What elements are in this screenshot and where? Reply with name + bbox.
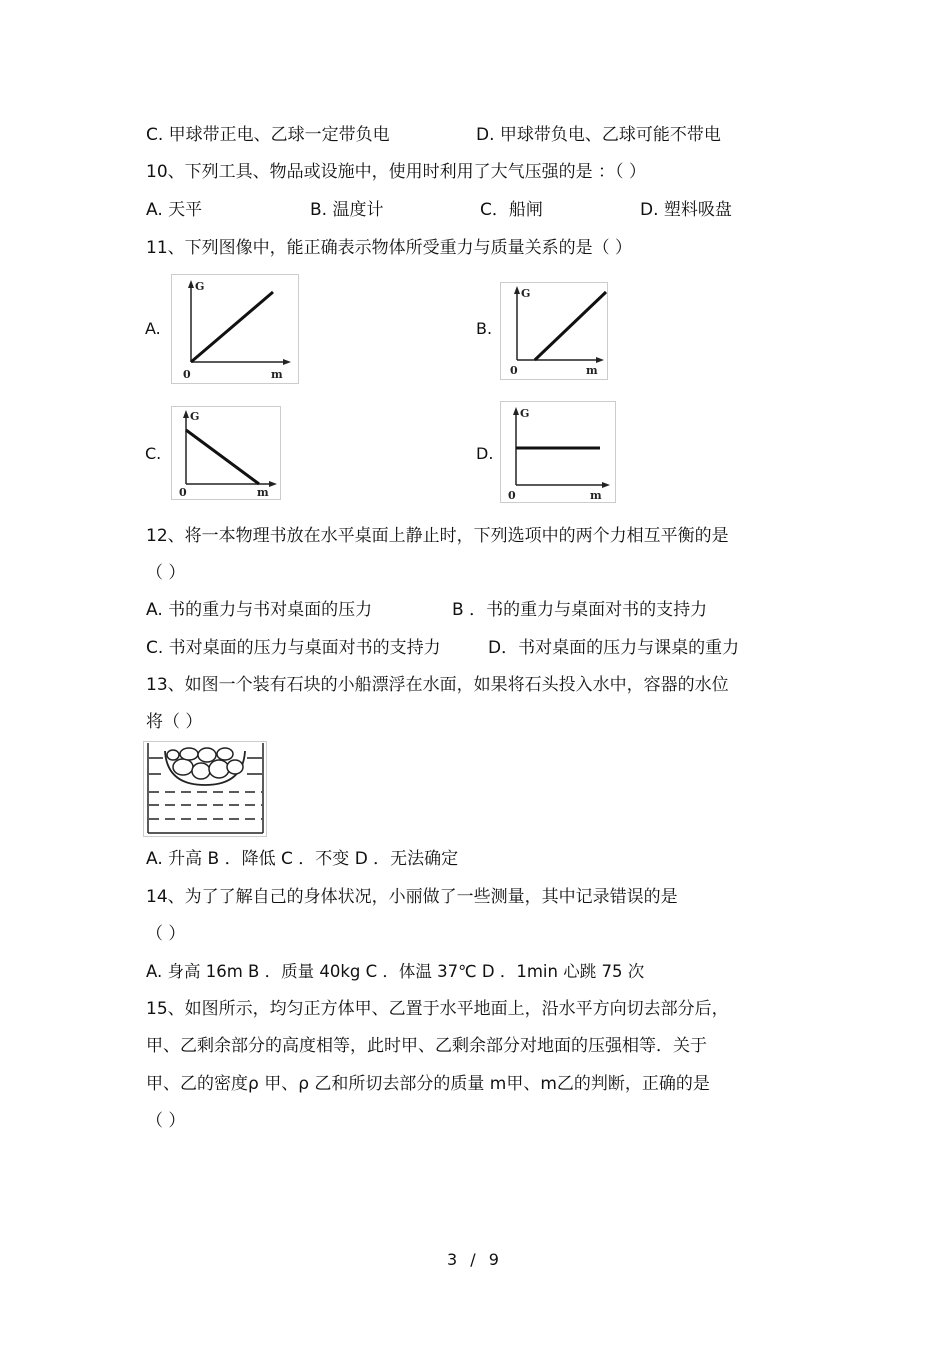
stone-icon [173, 759, 193, 775]
graph-b [500, 282, 608, 380]
origin-label: 0 [183, 368, 191, 381]
q12-option-d: D．书对桌面的压力与课桌的重力 [488, 638, 740, 658]
q12-paren: （ ） [146, 563, 186, 583]
x-axis-label: m [590, 489, 602, 502]
y-axis-label: G [521, 287, 531, 300]
q15-paren: （ ） [146, 1111, 186, 1131]
page-number: 3 / 9 [447, 1250, 503, 1269]
q15-line-1: 15、如图所示，均匀正方体甲、乙置于水平地面上，沿水平方向切去部分后， [146, 999, 729, 1019]
q11-label-d: D. [476, 444, 494, 463]
graph-a [171, 274, 299, 384]
q15-line-3: 甲、乙的密度ρ 甲、ρ 乙和所切去部分的质量 m甲、m乙的判断，正确的是 [146, 1074, 710, 1094]
x-arrow-icon [283, 359, 291, 365]
x-axis-label: m [586, 364, 598, 377]
x-axis-label: m [271, 368, 283, 381]
q14-question: 14、为了了解自己的身体状况，小丽做了一些测量，其中记录错误的是 [146, 887, 678, 907]
x-arrow-icon [269, 481, 277, 487]
series-line-a [191, 292, 273, 362]
stone-icon [180, 748, 198, 760]
origin-label: 0 [510, 364, 518, 377]
q10-option-c: C．船闸 [480, 200, 543, 220]
q10-option-b: B. 温度计 [310, 200, 384, 220]
q10-option-a: A. 天平 [146, 200, 203, 220]
q10-question: 10、下列工具、物品或设施中，使用时利用了大气压强的是 ：（ ） [146, 162, 646, 182]
graph-d [500, 401, 616, 503]
q9-option-d: D. 甲球带负电、乙球可能不带电 [476, 125, 721, 145]
stone-icon [192, 763, 210, 779]
y-arrow-icon [513, 407, 519, 415]
q12-option-a: A. 书的重力与书对桌面的压力 [146, 600, 373, 620]
stone-icon [209, 760, 229, 778]
y-arrow-icon [183, 410, 189, 418]
q11-label-b: B. [476, 319, 493, 338]
origin-label: 0 [179, 486, 187, 499]
q12-option-c: C. 书对桌面的压力与桌面对书的支持力 [146, 638, 441, 658]
stone-icon [227, 760, 243, 774]
q14-options: A. 身高 16m B ．质量 40kg C ．体温 37℃ D ．1min 心跳 75 次 [146, 962, 645, 981]
stone-icon [217, 748, 233, 760]
q13-question: 13、如图一个装有石块的小船漂浮在水面，如果将石头投入水中，容器的水位 [146, 675, 729, 695]
q11-label-c: C. [145, 444, 162, 463]
series-line-c [186, 430, 259, 484]
q12-option-b: B ．书的重力与桌面对书的支持力 [452, 600, 708, 620]
y-arrow-icon [188, 280, 194, 288]
x-arrow-icon [602, 482, 610, 488]
q10-option-d: D. 塑料吸盘 [640, 200, 732, 220]
q9-option-c: C. 甲球带正电、乙球一定带负电 [146, 125, 390, 145]
graph-c [171, 406, 281, 500]
series-line-b [535, 292, 606, 360]
q12-question: 12、将一本物理书放在水平桌面上静止时，下列选项中的两个力相互平衡的是 [146, 526, 729, 546]
x-arrow-icon [596, 357, 604, 363]
q15-line-2: 甲、乙剩余部分的高度相等，此时甲、乙剩余部分对地面的压强相等．关于 [146, 1036, 707, 1056]
q13-options: A. 升高 B ．降低 C ．不变 D ．无法确定 [146, 849, 459, 869]
stone-icon [198, 748, 216, 762]
boat-figure [143, 741, 267, 837]
y-arrow-icon [514, 286, 520, 294]
stone-icon [167, 750, 179, 760]
q11-label-a: A. [145, 319, 161, 338]
q14-paren: （ ） [146, 924, 186, 944]
y-axis-label: G [520, 407, 530, 420]
y-axis-label: G [195, 280, 205, 293]
q13-question-cont: 将（ ） [146, 712, 203, 732]
origin-label: 0 [508, 489, 516, 502]
x-axis-label: m [257, 486, 269, 499]
y-axis-label: G [190, 410, 200, 423]
q11-question: 11、下列图像中，能正确表示物体所受重力与质量关系的是（ ） [146, 238, 633, 258]
